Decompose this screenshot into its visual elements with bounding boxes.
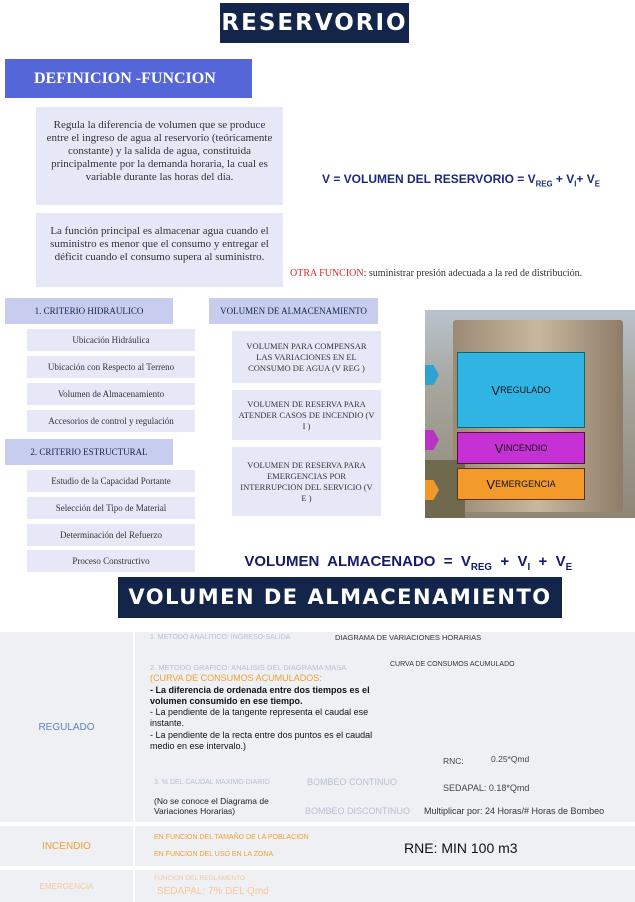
method-2-label: 2. METODO GRAFICO: ANALISIS DEL DIAGRAMA MASA [150,663,347,672]
bombeo-discontinuo: BOMBEO DISCONTINUO [305,806,411,816]
structural-item: Selección del Tipo de Material [27,497,195,519]
incendio-label: INCENDIO [42,840,91,852]
reservoir-photo [425,310,635,518]
main-function-text: La función principal es almacenar agua cuando el suministro es menor que el consumo y entregar el déficit cuando el consumo supera al suministro. [36,213,283,287]
section-title: VOLUMEN DE ALMACENAMIENTO [118,577,562,618]
method-1-right: DIAGRAMA DE VARIACIONES HORARIAS [335,633,482,642]
structural-item: Determinación del Refuerzo [27,524,195,546]
tank-incendio-box: V INCENDIO [457,432,585,464]
multiplier-note: Multiplicar por: 24 Horas/# Horas de Bombeo [424,806,605,816]
regulado-label: REGULADO [38,721,95,733]
method-2-line: - La pendiente de la recta entre dos puntos es el caudal medio en ese intervalo.) [150,730,373,751]
method-3-label: 3. % DEL CAUDAL MAXIMO DIARIO [154,779,270,786]
rnc-label: RNC: [443,756,464,766]
tank-regulado-box: V REGULADO [457,352,585,428]
rnc-value: 0.25*Qmd [491,754,530,764]
method-2-line: - La pendiente de la tangente representa el caudal ese instante. [150,707,369,728]
method-2-curve-title: (CURVA DE CONSUMOS ACUMULADOS: [150,673,322,683]
storage-volume-header: VOLUMEN DE ALMACENAMIENTO [209,298,378,324]
hydraulic-item: Accesorios de control y regulación [27,410,195,432]
stored-volume-formula: VOLUMEN ALMACENADO = $V_{REG} + V_I + V_E$ [244,553,573,573]
hydraulic-criteria-header: 1. CRITERIO HIDRAULICO [5,298,173,324]
method-1-label: 1. METODO ANALITICO: INGRESO-SALIDA [150,634,291,641]
structural-criteria-header: 2. CRITERIO ESTRUCTURAL [5,439,173,465]
method-3-note: (No se conoce el Diagrama de Variaciones Horarias) [154,796,269,816]
hydraulic-item: Volumen de Almacenamiento [27,383,195,405]
structural-item: Proceso Constructivo [27,550,195,572]
storage-item-regulation: VOLUMEN PARA COMPENSAR LAS VARIACIONES EN EL CONSUMO DE AGUA (V REG ) [232,331,381,383]
emergencia-sedapal: SEDAPAL: 7% DEL Qmd [157,886,269,897]
storage-item-fire: VOLUMEN DE RESERVA PARA ATENDER CASOS DE INCENDIO (V I ) [232,390,381,440]
structural-item: Estudio de la Capacidad Portante [27,470,195,492]
method-2-right: CURVA DE CONSUMOS ACUMULADO [390,661,515,668]
page-title: RESERVORIO [220,3,409,43]
definition-label: DEFINICION -FUNCION [5,59,252,98]
sedapal-value: SEDAPAL: 0.18*Qmd [443,783,530,793]
storage-item-emergency: VOLUMEN DE RESERVA PARA EMERGENCIAS POR INTERRUPCION DEL SERVICIO (V E ) [232,447,381,516]
incendio-criterion: EN FUNCION DEL USO EN LA ZONA [154,851,274,858]
method-2-line: - La diferencia de ordenada entre dos tiempos es el volumen consumido en ese tiempo. [150,685,370,706]
tank-emergencia-box: V EMERGENCIA [457,468,585,500]
hydraulic-item: Ubicación con Respecto al Terreno [27,356,195,378]
other-function-text: OTRA FUNCION: suministrar presión adecuada a la red de distribución. [290,268,583,279]
hydraulic-item: Ubicación Hidráulica [27,329,195,351]
definition-description: Regula la diferencia de volumen que se produce entre el ingreso de agua al reservorio (teóricamente constante) y la salida de agua, constituida principalmente por la demanda horaria, la cual es variable durante las horas del día. [36,107,283,205]
bombeo-continuo: BOMBEO CONTINUO [307,777,398,787]
reservoir-volume-formula: V = VOLUMEN DEL RESERVORIO = $V_{REG} + V_I+ V_E$ [322,172,600,189]
rne-value: RNE: MIN 100 m3 [404,840,518,856]
emergencia-criterion: FUNCION DEL REGLAMENTO [154,875,246,882]
emergencia-label: EMERGENCIA [39,881,94,891]
incendio-criterion: EN FUNCION DEL TAMAÑO DE LA POBLACION [154,834,309,841]
